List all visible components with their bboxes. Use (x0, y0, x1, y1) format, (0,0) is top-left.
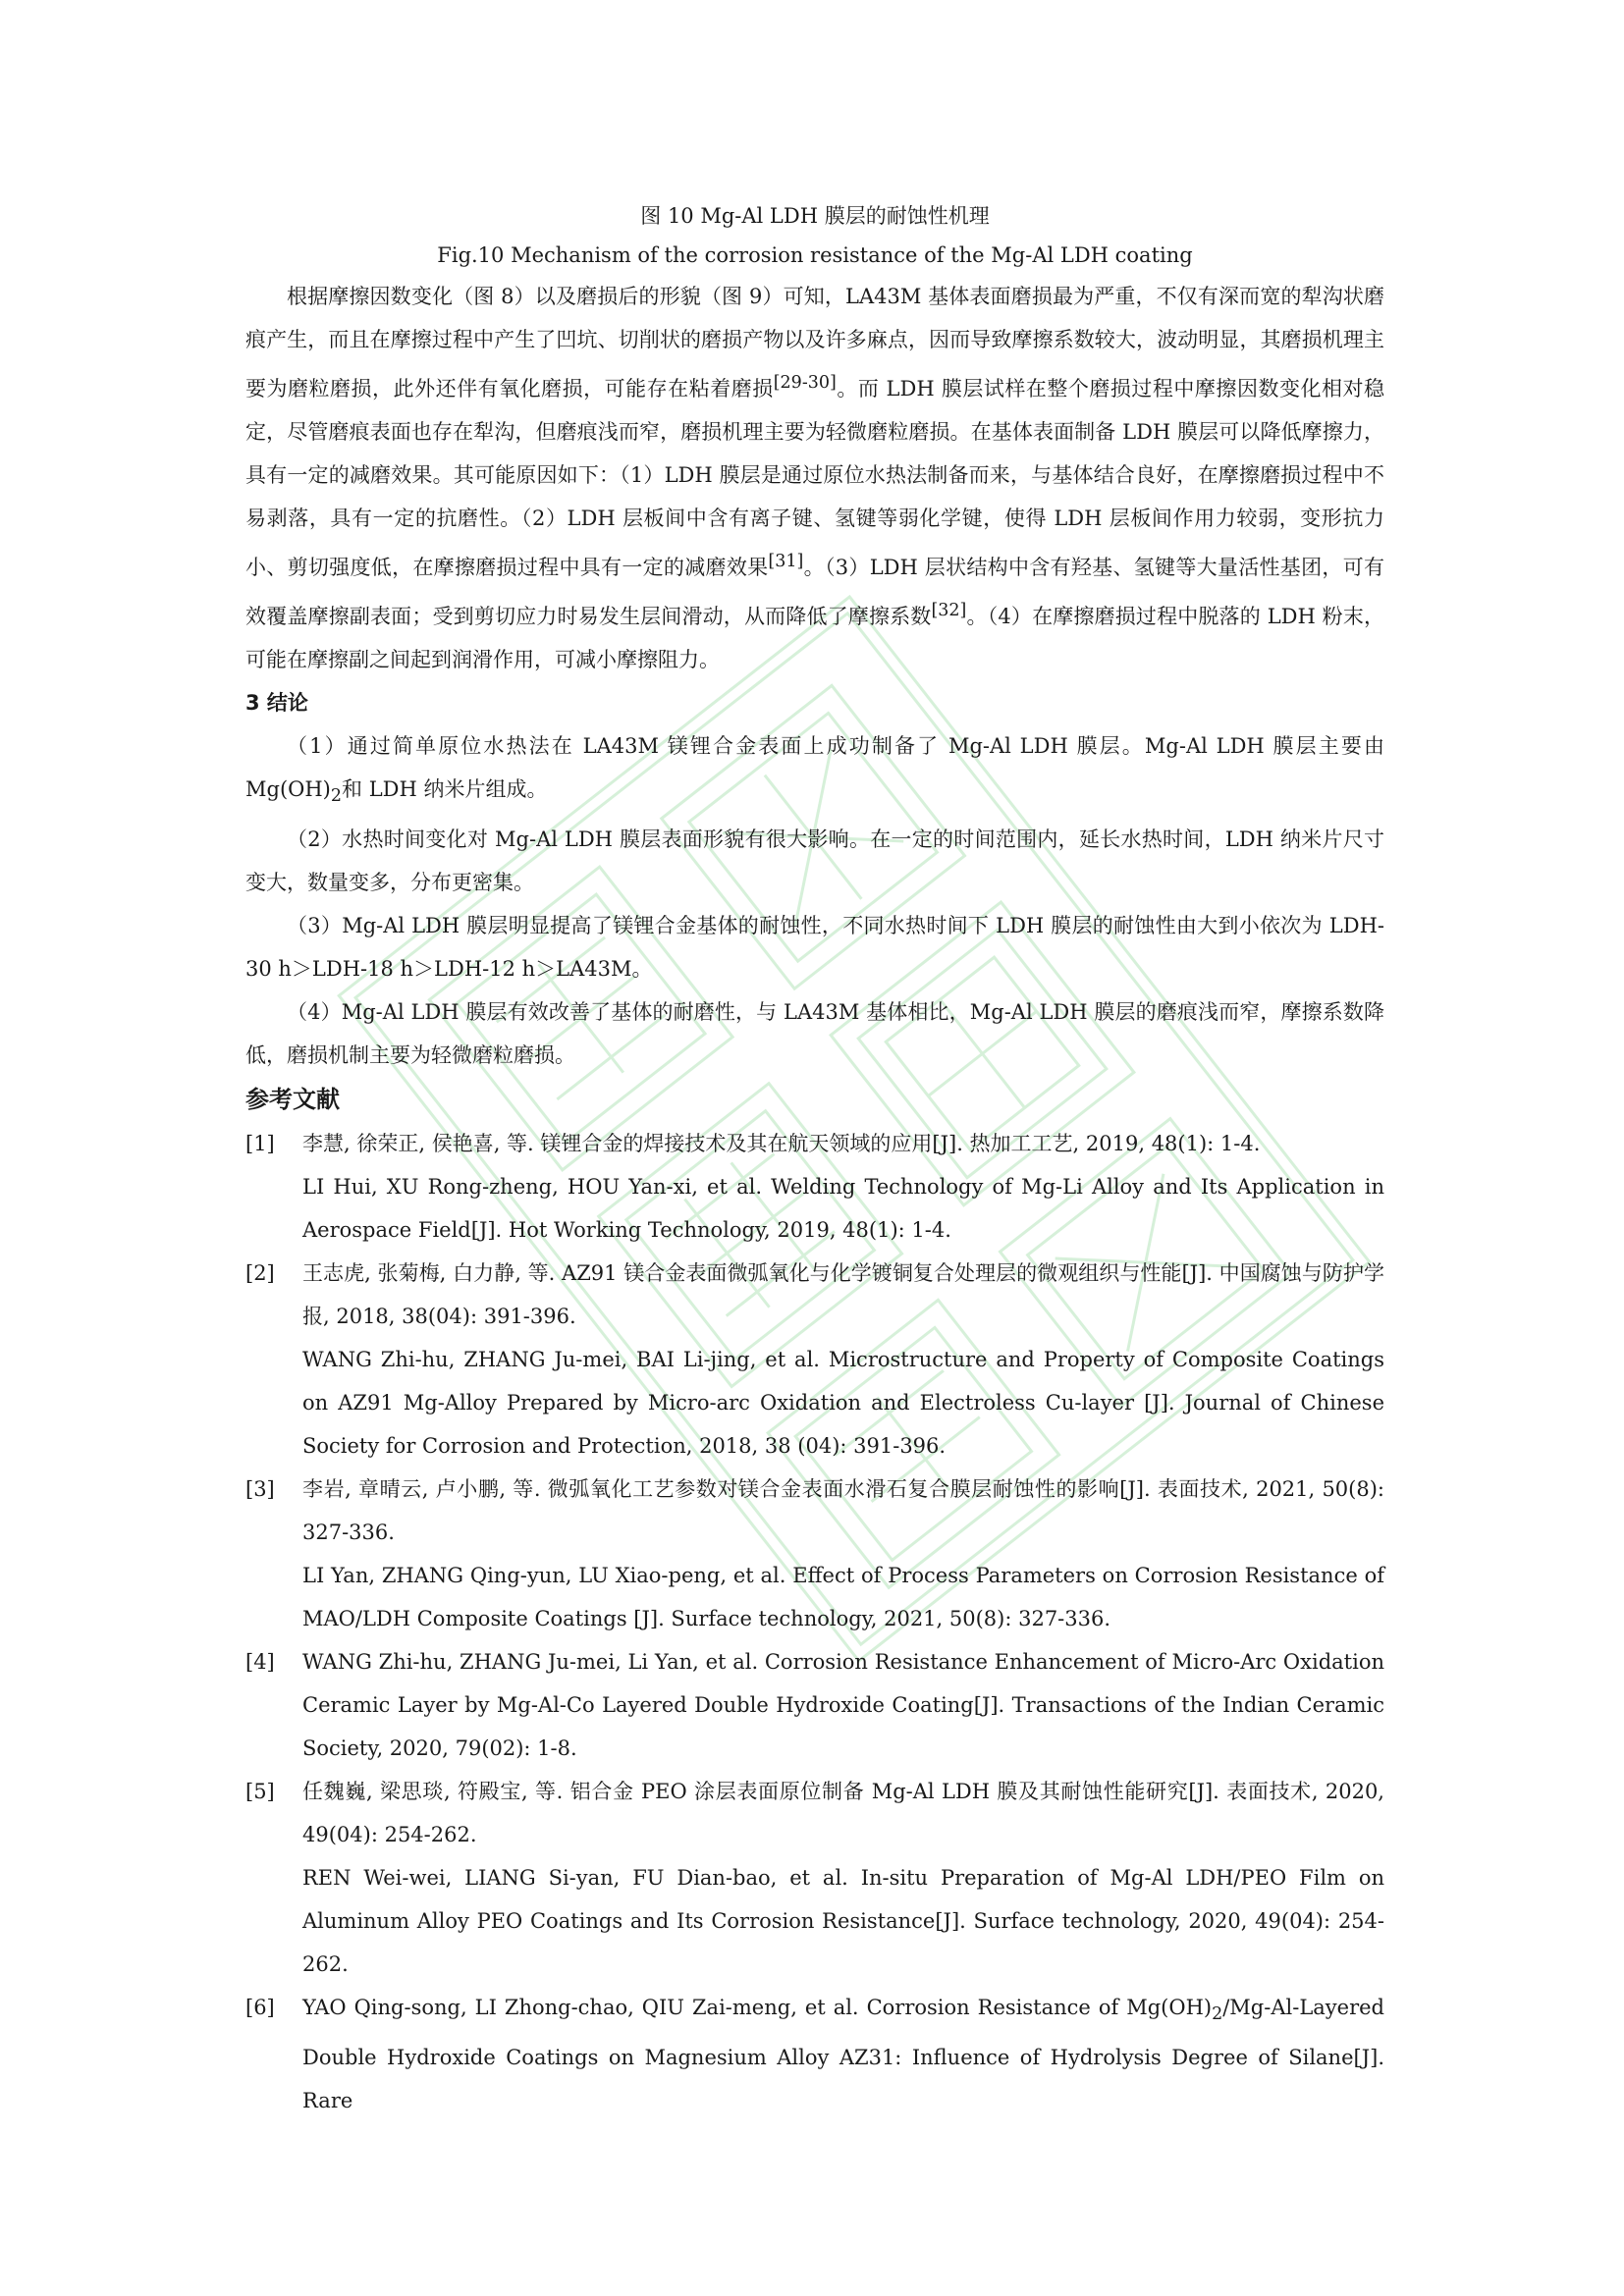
reference-number: [4] (245, 1650, 275, 1675)
paragraph-text: 根据摩擦因数变化（图 8）以及磨损后的形貌（图 9）可知，LA43M 基体表面磨损最为严重，不仅有深而宽的犁沟状磨痕产生，而且在摩擦过程中产生了凹坑、切削状的磨损产物以及许多麻点，因而导致摩擦系数较大，波动明显，其磨损机理主要为磨粒磨损，此外还伴有氧化磨损，可能存在粘着磨损 (245, 285, 1385, 400)
reference-number: [3] (245, 1477, 275, 1502)
conclusion-4: （4）Mg-Al LDH 膜层有效改善了基体的耐磨性，与 LA43M 基体相比，Mg-Al LDH 膜层的磨痕浅而窄，摩擦系数降低，磨损机制主要为轻微磨粒磨损。 (245, 1000, 1385, 1068)
reference-number: [6] (245, 1996, 275, 2020)
section-heading-conclusion: 3 结论 (245, 691, 308, 715)
paragraph-text: 。而 LDH 膜层试样在整个磨损过程中摩擦因数变化相对稳定，尽管磨痕表面也存在犁沟，但磨痕浅而窄，磨损机理主要为轻微磨粒磨损。在基体表面制备 LDH 膜层可以降低摩擦力，具有一定的减磨效果。其可能原因如下：（1）LDH 膜层是通过原位水热法制备而来，与基体结合良好，在摩擦磨损过程中不易剥落，具有一定的抗磨性。（2）LDH 层板间中含有离子键、氢键等弱化学键，使得 LDH 层板间作用力较弱，变形抗力小、剪切强度低，在摩擦磨损过程中具有一定的减磨效果 (245, 377, 1384, 579)
page-content (245, 196, 1384, 2122)
subscript: 2 (330, 786, 343, 807)
reference-cn: 李岩, 章晴云, 卢小鹏, 等. 微弧氧化工艺参数对镁合金表面水滑石复合膜层耐蚀性的影响[J]. 表面技术, 2021, 50(8): 327-336. (302, 1477, 1384, 1545)
reference-en: LI Yan, ZHANG Qing-yun, LU Xiao-peng, et al. Effect of Process Parameters on Corrosion Resistance of MAO/LDH Composite Coatings [J]. Surface technology, 2021, 50(8): 327-336. (302, 1564, 1384, 1631)
conclusion-3: （3）Mg-Al LDH 膜层明显提高了镁锂合金基体的耐蚀性，不同水热时间下 LDH 膜层的耐蚀性由大到小依次为 LDH-30 h＞LDH-18 h＞LDH-12 h＞LA43M。 (245, 914, 1384, 982)
subscript: 2 (1212, 2004, 1223, 2025)
reference-number: [1] (245, 1132, 275, 1156)
conclusion-2: （2）水热时间变化对 Mg-Al LDH 膜层表面形貌有很大影响。在一定的时间范围内，延长水热时间，LDH 纳米片尺寸变大，数量变多，分布更密集。 (245, 828, 1384, 895)
paragraph-text: 。（3）LDH 层状结构中含有羟基、氢键等大量活性基团，可有效覆盖摩擦副表面；受到剪切应力时易发生层间滑动，从而降低了摩擦系数 (245, 556, 1384, 628)
figure-caption-en: Fig.10 Mechanism of the corrosion resistance of the Mg-Al LDH coating (437, 243, 1193, 267)
reference-item (245, 1986, 1384, 2122)
reference-number: [5] (245, 1780, 275, 1804)
reference-item (245, 1252, 1384, 1468)
discussion-paragraph (245, 275, 1384, 681)
reference-cn: 李慧, 徐荣正, 侯艳喜, 等. 镁锂合金的焊接技术及其在航天领域的应用[J]. 热加工工艺, 2019, 48(1): 1-4. (302, 1132, 1261, 1156)
reference-cn: 任魏巍, 梁思琰, 符殿宝, 等. 铝合金 PEO 涂层表面原位制备 Mg-Al LDH 膜及其耐蚀性能研究[J]. 表面技术, 2020, 49(04): 254-262. (302, 1780, 1384, 1847)
reference-cn: 王志虎, 张菊梅, 白力静, 等. AZ91 镁合金表面微弧氧化与化学镀铜复合处理层的微观组织与性能[J]. 中国腐蚀与防护学报, 2018, 38(04): 391-396. (302, 1261, 1384, 1329)
reference-en: LI Hui, XU Rong-zheng, HOU Yan-xi, et al. Welding Technology of Mg-Li Alloy and Its Application in Aerospace Field[J]. Hot Working Technology, 2019, 48(1): 1-4. (302, 1175, 1384, 1243)
citation: [32] (931, 601, 967, 620)
reference-text: /Mg-Al-Layered Double Hydroxide Coatings on Magnesium Alloy AZ31: Influence of Hydrolysis Degree of Silane[J]. Rare (302, 1996, 1384, 2113)
references-heading: 参考文献 (245, 1086, 340, 1114)
reference-item (245, 1640, 1384, 1770)
reference-en: WANG Zhi-hu, ZHANG Ju-mei, Li Yan, et al. Corrosion Resistance Enhancement of Micro-Arc Oxidation Ceramic Layer by Mg-Al-Co Layered Double Hydroxide Coating[J]. Transactions of the Indian Ceramic Society, 2020, 79(02): 1-8. (302, 1650, 1384, 1761)
paragraph-text: 。（4）在摩擦磨损过程中脱落的 LDH 粉末，可能在摩擦副之间起到润滑作用，可减小摩擦阻力。 (245, 605, 1384, 671)
reference-item (245, 1122, 1384, 1252)
figure-caption-cn: 图 10 Mg-Al LDH 膜层的耐蚀性机理 (640, 204, 990, 228)
reference-item (245, 1770, 1384, 1986)
citation: [31] (768, 552, 804, 571)
reference-en (302, 1986, 1384, 2122)
citation: [29-30] (773, 373, 837, 393)
conclusion-text: 和 LDH 纳米片组成。 (342, 777, 548, 801)
reference-text: YAO Qing-song, LI Zhong-chao, QIU Zai-meng, et al. Corrosion Resistance of Mg(OH) (302, 1996, 1213, 2020)
reference-item (245, 1468, 1384, 1640)
reference-en: WANG Zhi-hu, ZHANG Ju-mei, BAI Li-jing, et al. Microstructure and Property of Composite Coatings on AZ91 Mg-Alloy Prepared by Micro-arc Oxidation and Electroless Cu-layer [J]. Journal of Chinese Society for Corrosion and Protection, 2018, 38 (04): 391-396. (302, 1348, 1384, 1459)
conclusion-1 (245, 724, 1384, 818)
reference-number: [2] (245, 1261, 275, 1286)
reference-en: REN Wei-wei, LIANG Si-yan, FU Dian-bao, et al. In-situ Preparation of Mg-Al LDH/PEO Film on Aluminum Alloy PEO Coatings and Its Corrosion Resistance[J]. Surface technology, 2020, 49(04): 254-262. (302, 1866, 1384, 1977)
conclusion-text: （1）通过简单原位水热法在 LA43M 镁锂合金表面上成功制备了 Mg-Al LDH 膜层。Mg-Al LDH 膜层主要由 Mg(OH) (245, 734, 1384, 801)
